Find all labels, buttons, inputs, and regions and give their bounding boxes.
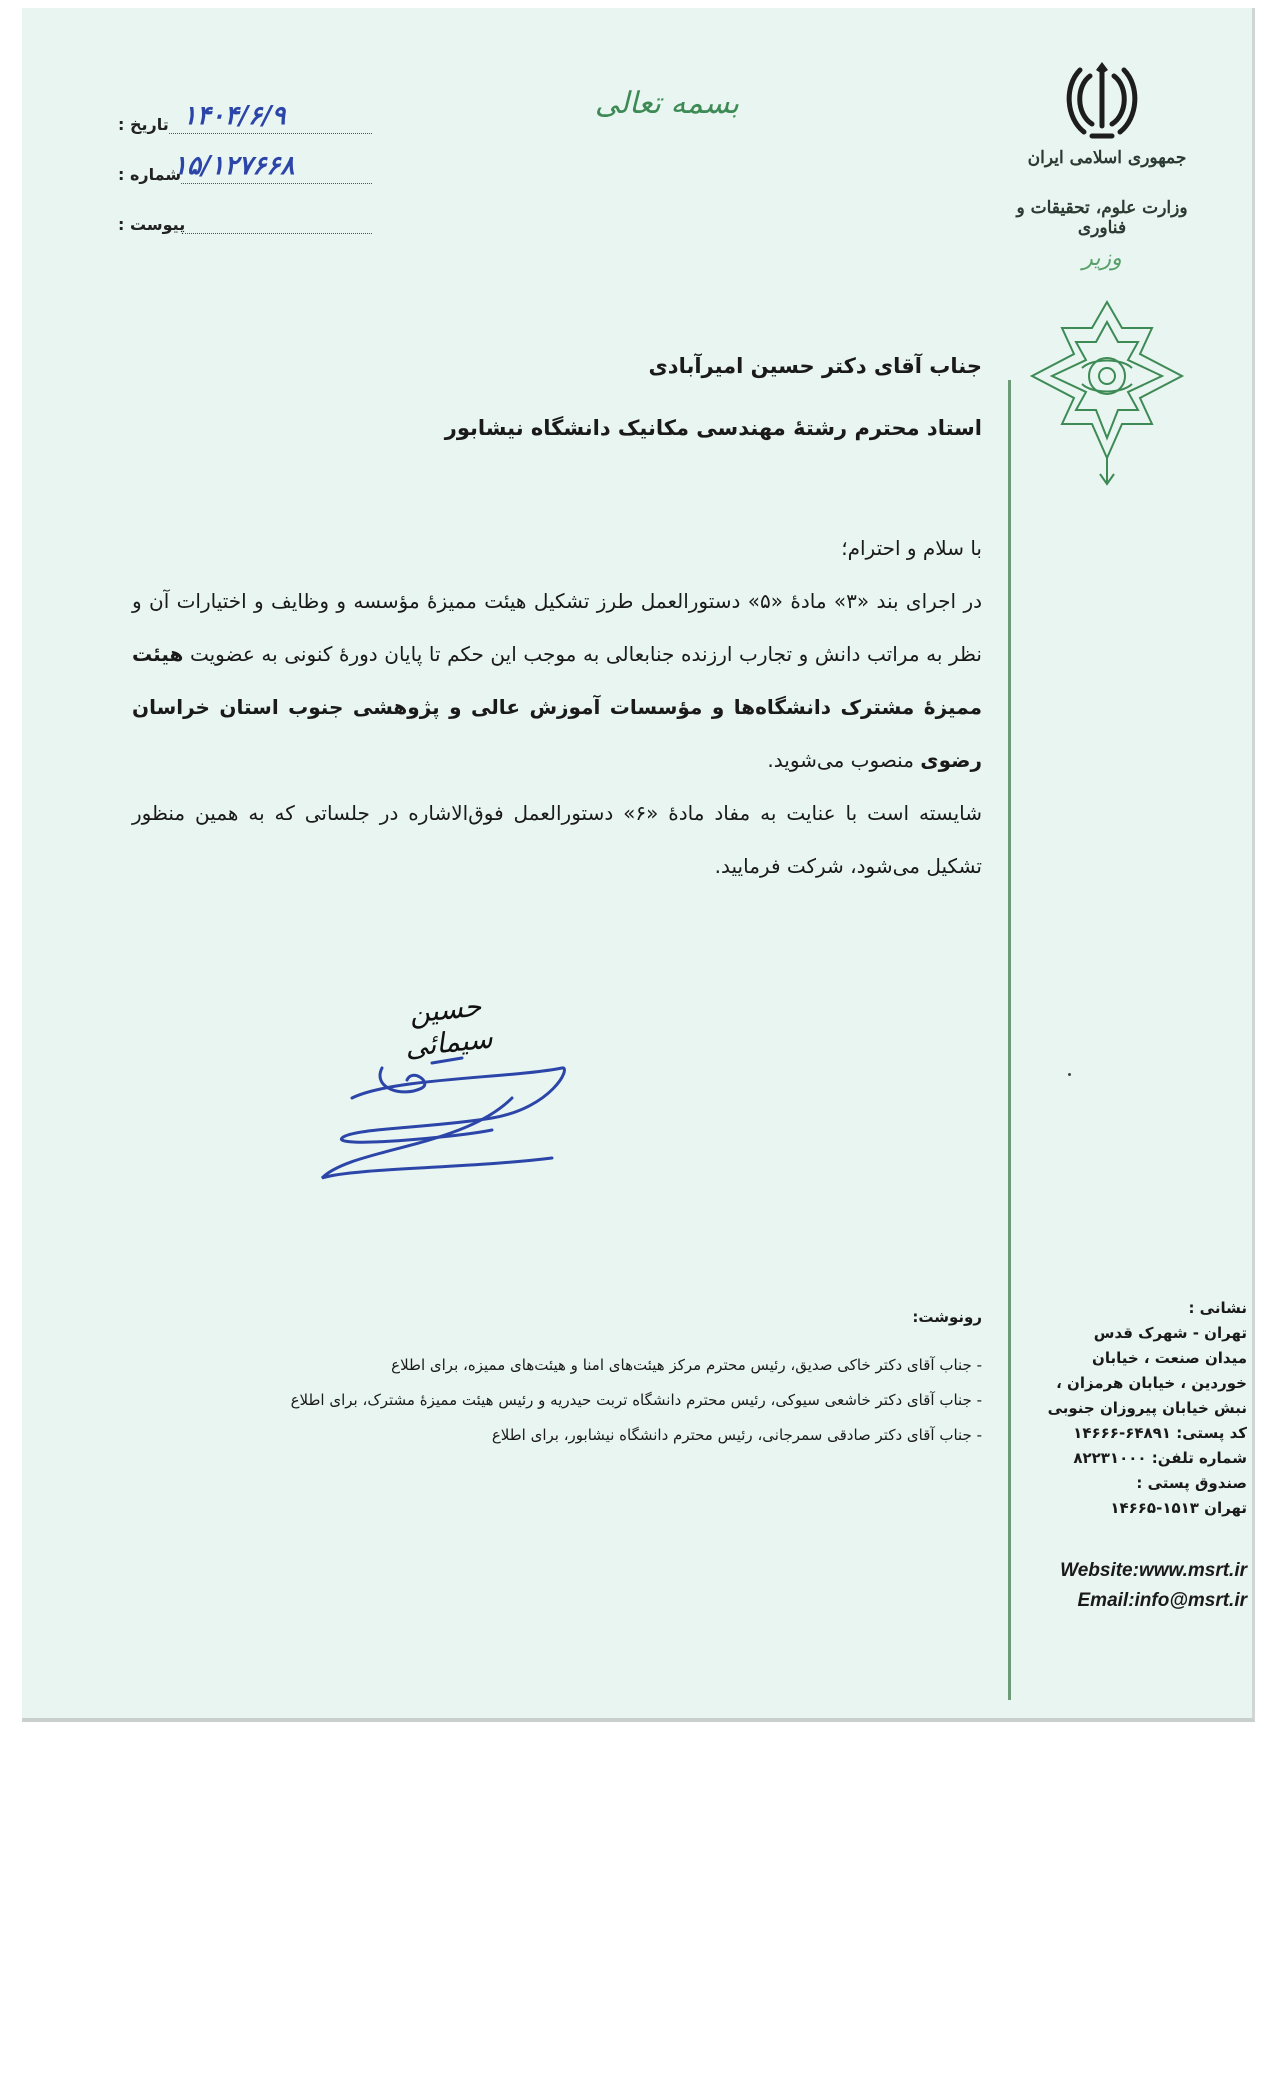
date-label: تاریخ : bbox=[118, 115, 169, 134]
iran-emblem-icon bbox=[1062, 56, 1142, 144]
address-line: خوردین ، خیابان هرمزان ، bbox=[1056, 1374, 1247, 1392]
ink-dot bbox=[1068, 1073, 1071, 1076]
paragraph-1 bbox=[132, 575, 982, 787]
number-field bbox=[173, 151, 372, 184]
letter-body bbox=[132, 522, 982, 893]
paragraph-1-text: در اجرای بند «۳» مادهٔ «۵» دستورالعمل طرز تشکیل هیئت ممیزهٔ مؤسسه و وظایف و اختیارات آن و نظر به مراتب دانش و تجارب ارزنده جنابعالی به موجب این حکم تا پایان دورهٔ کنونی به عضویت bbox=[132, 589, 983, 666]
address-line: میدان صنعت ، خیابان bbox=[1092, 1349, 1247, 1367]
cc-list bbox=[202, 1348, 982, 1453]
address-line: نبش خیابان پیروزان جنوبی bbox=[1047, 1399, 1247, 1417]
address-line: کد پستی: ۶۴۸۹۱-۱۴۶۶۶ bbox=[1073, 1424, 1247, 1442]
contact-web bbox=[1027, 1556, 1247, 1616]
ministry-title: وزارت علوم، تحقیقات و فناوری bbox=[1016, 198, 1188, 238]
republic-title: جمهوری اسلامی ایران bbox=[1027, 148, 1187, 168]
address-line: شماره تلفن: ۸۲۲۳۱۰۰۰ bbox=[1073, 1449, 1247, 1467]
date-field bbox=[169, 101, 372, 134]
cc-title: رونوشت: bbox=[912, 1308, 982, 1326]
margin-rule bbox=[1008, 380, 1011, 1700]
date-value: ۱۴۰۴/۶/۹ bbox=[182, 101, 286, 131]
number-row bbox=[112, 151, 372, 184]
letter-sheet bbox=[22, 8, 1255, 1722]
email-link[interactable]: Email:info@msrt.ir bbox=[1077, 1590, 1247, 1611]
attachment-row bbox=[112, 204, 372, 234]
attachment-label: پیوست : bbox=[118, 215, 186, 234]
signature-name: حسین سیمائی bbox=[403, 989, 495, 1064]
paragraph-2: شایسته است با عنایت به مفاد مادهٔ «۶» دستورالعمل فوق‌الاشاره در جلساتی که به همین منظور تشکیل می‌شود، شرکت فرمایید. bbox=[132, 801, 982, 878]
committee-name: هیئت ممیزهٔ مشترک دانشگاه‌ها و مؤسسات آموزش عالی و پژوهشی جنوب استان خراسان رضوی bbox=[132, 642, 982, 772]
minister-title: وزیر bbox=[1082, 246, 1122, 271]
address-line: تهران ۱۵۱۳-۱۴۶۶۵ bbox=[1110, 1499, 1247, 1517]
address-line: صندوق پستی : bbox=[1136, 1474, 1247, 1492]
recipient-name: جناب آقای دکتر حسین امیرآبادی bbox=[648, 354, 982, 378]
greeting: با سلام و احترام؛ bbox=[841, 536, 982, 560]
ornament-icon bbox=[1022, 298, 1192, 488]
address-label: نشانی : bbox=[1188, 1299, 1247, 1317]
number-label: شماره : bbox=[118, 165, 182, 184]
cc-item: - جناب آقای دکتر صادقی سمرجانی، رئیس محترم دانشگاه نیشابور، برای اطلاع bbox=[491, 1426, 982, 1444]
address-block bbox=[1022, 1296, 1247, 1521]
signature-icon bbox=[312, 1038, 582, 1188]
attachment-field bbox=[185, 207, 372, 234]
basmala: بسمه تعالی bbox=[594, 86, 740, 121]
cc-item: - جناب آقای دکتر خاشعی سیوکی، رئیس محترم دانشگاه تربت حیدریه و رئیس هیئت ممیزهٔ مشترک، برای اطلاع bbox=[290, 1391, 982, 1409]
website-link[interactable]: Website:www.msrt.ir bbox=[1060, 1560, 1247, 1581]
number-value: ۱۵/۱۲۷۶۶۸ bbox=[173, 151, 295, 181]
paragraph-1-end: منصوب می‌شوید. bbox=[767, 748, 914, 772]
address-line: تهران - شهرک قدس bbox=[1093, 1324, 1247, 1342]
date-row bbox=[112, 101, 372, 134]
cc-item: - جناب آقای دکتر خاکی صدیق، رئیس محترم مرکز هیئت‌های امنا و هیئت‌های ممیزه، برای اطلاع bbox=[391, 1356, 982, 1374]
recipient-title: استاد محترم رشتهٔ مهندسی مکانیک دانشگاه نیشابور bbox=[444, 416, 982, 440]
